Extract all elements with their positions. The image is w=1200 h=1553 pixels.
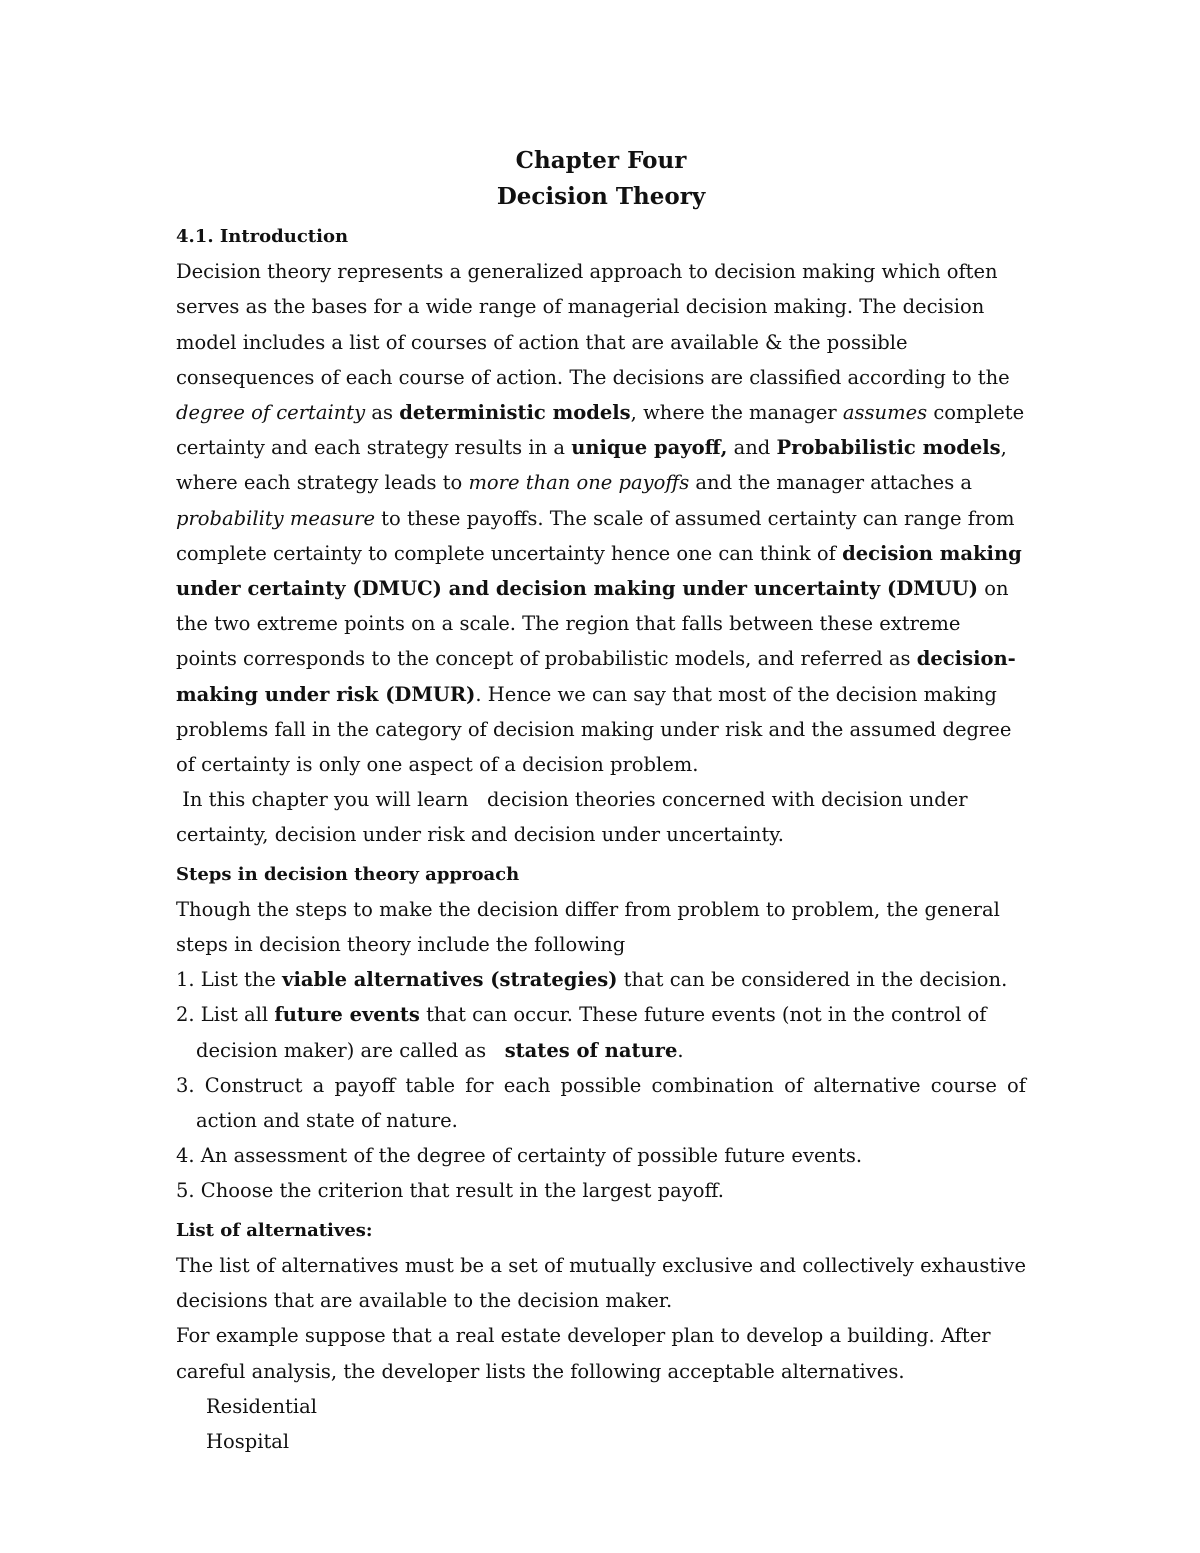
intro-text: . Hence we can say that most of the decision making problems fall in the category of decision making under risk and the assumed degree of certainty is only one aspect of a decision problem. <box>176 682 1012 777</box>
chapter-overview-paragraph: In this chapter you will learn decision theories concerned with decision under certainty, decision under risk and decision under uncertainty. <box>176 788 974 847</box>
intro-italic: degree of certainty <box>176 401 366 425</box>
step-bold: states of nature <box>504 1038 678 1062</box>
step-text: . <box>677 1038 684 1062</box>
step-item <box>176 1068 1026 1138</box>
step-item <box>176 962 1026 997</box>
alternatives-definition: The list of alternatives must be a set of mutually exclusive and collectively exhaustive decisions that are available to the decision maker. <box>176 1253 1026 1313</box>
alternatives-example: For example suppose that a real estate developer plan to develop a building. After careful analysis, the developer lists the following acceptable alternatives. <box>176 1324 991 1383</box>
step-text: 4. An assessment of the degree of certainty of possible future events. <box>176 1144 863 1168</box>
step-text: 1. List the <box>176 968 283 992</box>
intro-text: on the two extreme points on a scale. The region that falls between these extreme points corresponds to the concept of probabilistic models, and referred as <box>176 577 1009 671</box>
intro-text: complete certainty and each strategy results in a <box>176 401 1025 460</box>
steps-intro: Though the steps to make the decision differ from problem to problem, the general steps in decision theory include the following <box>176 897 1000 957</box>
intro-text: and <box>727 436 777 460</box>
intro-bold: deterministic models <box>399 401 631 425</box>
steps-heading: Steps in decision theory approach <box>176 863 520 885</box>
alternatives-heading: List of alternatives: <box>176 1219 373 1241</box>
alternative-item: Hospital <box>206 1429 290 1453</box>
intro-bold: unique payoff, <box>571 436 728 460</box>
step-text: 2. List all <box>176 1003 275 1027</box>
intro-text: Decision theory represents a generalized approach to decision making which often serves as the bases for a wide range of managerial decision making. The decision model includes a list of courses of action that are available & the possible consequences of each course of action. The decisions are classified according to the <box>176 260 1010 389</box>
chapter-number-title: Chapter Four <box>515 147 687 174</box>
step-text: 3. Construct a payoff table for each possible combination of alternative course of action and state of nature. <box>176 1073 1026 1133</box>
step-item <box>176 1173 1026 1208</box>
step-bold: future events <box>274 1003 420 1027</box>
intro-bold: Probabilistic models <box>776 436 1001 460</box>
step-item <box>176 1138 1026 1173</box>
intro-text: to these payoffs. The scale of assumed certainty can range from complete certainty to complete uncertainty hence one can think of <box>176 506 1015 565</box>
page-content <box>176 143 1026 1459</box>
intro-italic: probability measure <box>176 506 375 530</box>
intro-text: and the manager attaches a <box>689 471 973 495</box>
step-text: that can occur. These future events (not in the control of decision maker) are called as <box>196 1003 993 1062</box>
intro-text: , where the manager <box>630 401 843 425</box>
introduction-heading: 4.1. Introduction <box>176 226 349 247</box>
alternative-item: Residential <box>206 1394 317 1418</box>
intro-italic: more than one payoffs <box>468 471 690 495</box>
step-bold: viable alternatives (strategies) <box>282 968 618 992</box>
intro-text: , where each strategy leads to <box>176 436 1007 495</box>
step-text: that can be considered in the decision. <box>617 968 1008 992</box>
introduction-paragraph <box>176 254 1026 782</box>
intro-bold: decision making under certainty (DMUC) and decision making under uncertainty (DMUU) <box>176 541 1022 601</box>
intro-bold: decision-making under risk (DMUR) <box>176 647 1016 706</box>
step-text: 5. Choose the criterion that result in the largest payoff. <box>176 1179 724 1203</box>
intro-italic: assumes <box>842 401 928 425</box>
step-item <box>176 997 1026 1067</box>
chapter-title: Decision Theory <box>496 183 706 210</box>
intro-text: as <box>365 401 400 425</box>
